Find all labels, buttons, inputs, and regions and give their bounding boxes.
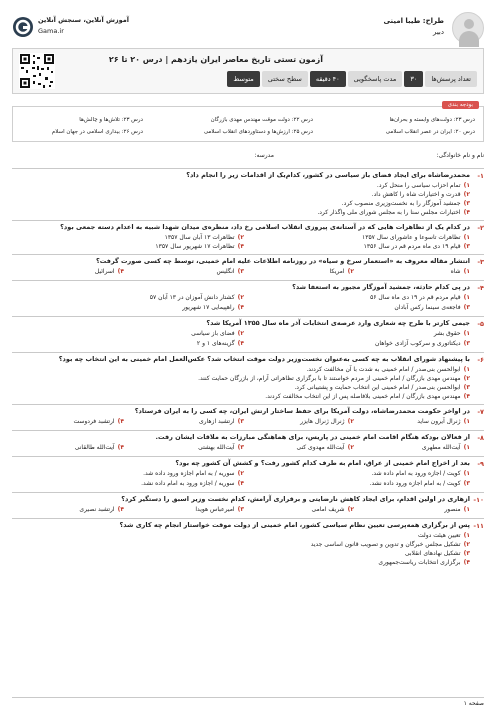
option-number: ۱) <box>463 294 470 301</box>
option-text: حقوق بشر <box>433 330 461 337</box>
option-text: امریکا <box>329 268 345 275</box>
student-name-label[interactable]: نام و نام خانوادگی: <box>436 152 484 159</box>
option-number: ۱) <box>463 182 470 189</box>
designer-info <box>383 16 444 38</box>
option-text: شاه <box>450 268 461 275</box>
option[interactable] <box>191 330 244 337</box>
option-number: ۱) <box>463 366 470 373</box>
option-number: ۱) <box>463 470 470 477</box>
option-text: راهپیمایی ۱۷ شهریور <box>182 304 235 311</box>
option-number: ۴) <box>237 304 244 311</box>
option[interactable] <box>317 209 470 216</box>
option-number: ۳) <box>237 418 244 425</box>
gama-logo-icon <box>12 16 34 38</box>
option-number: ۲) <box>237 470 244 477</box>
option[interactable] <box>95 268 124 275</box>
option-text: تعیین هیئت دولت <box>418 532 461 539</box>
option-text: قدرت و اختیارات شاه را کاهش داد. <box>371 191 461 198</box>
option-text: تشکیل مجلس خبرگان و تدوین و تصویب قانون اساسی جدید <box>310 541 461 548</box>
option[interactable] <box>312 506 354 513</box>
option[interactable] <box>372 470 470 477</box>
student-info <box>12 150 484 164</box>
avatar <box>452 12 484 44</box>
option-text: آیت‌الله بهشتی <box>198 444 235 451</box>
option-text: دیکتاتوری و سرکوب آزادی خواهان <box>374 340 461 347</box>
note-item: درس ۲۳: دولت‌های وابسته و بحران‌ها <box>389 117 475 123</box>
question-number: ۱۱- <box>473 522 484 530</box>
question <box>12 456 484 490</box>
option[interactable] <box>300 418 354 425</box>
option-number: ۱) <box>463 268 470 275</box>
option-text: ژنرال آیرون ساید <box>417 418 461 425</box>
option[interactable] <box>364 243 470 250</box>
option-text: ارتشبد فردوست <box>73 418 115 425</box>
budget-notes <box>12 102 484 142</box>
page-number: صفحه ۱ <box>463 700 484 707</box>
option-text: تظاهرات ۱۷ شهریور سال ۱۳۵۷ <box>155 243 235 250</box>
option-text: شریف امامی <box>311 506 345 513</box>
question-text: در کدام یک از تظاهرات هایی که در آستانه‌ی پیروزی انقلاب اسلامی رخ داد، منظره‌ی میدان شهدا شبیه به اعدام دسته جمعی بود؟ <box>60 223 470 231</box>
option-text: مهندس مهدی بازرگان / امام خمینی از مردم خواستند تا با برگزاری تظاهراتی آرام، از بازرگان حمایت کنند. <box>198 375 461 382</box>
page-header <box>12 12 484 44</box>
question-count-value: ۳۰ <box>404 71 423 87</box>
question-number: ۲- <box>477 224 484 232</box>
option-number: ۲) <box>463 191 470 198</box>
option[interactable] <box>199 418 244 425</box>
option-number: ۲) <box>237 330 244 337</box>
option-number: ۴) <box>463 393 470 400</box>
note-item: درس ۲۲: دولت موقت مهندس مهدی بازرگان <box>210 117 313 123</box>
option-text: ارتشبد نصیری <box>79 506 115 513</box>
option-text: قیام مردم قم در ۱۹ دی ماه سال ۵۶ <box>370 294 461 301</box>
option-text: ابوالحسن بنی‌صدر / امام خمینی این انتخاب حمایت و پشتیبانی کرد. <box>294 384 461 391</box>
option-text: انگلیس <box>216 268 235 275</box>
option[interactable] <box>377 182 470 189</box>
option-number: ۴) <box>117 506 124 513</box>
question-text: انتشار مقاله معروف به «استعمار سرخ و سیاه» در روزنامه اطلاعات علیه امام خمینی، توسط چه کسی صورت گرفت؟ <box>96 257 470 265</box>
option-number: ۴) <box>237 243 244 250</box>
duration-value: ۴۰ دقیقه <box>310 71 346 87</box>
option-number: ۱) <box>463 506 470 513</box>
option[interactable] <box>198 375 470 382</box>
option-text: تشکیل نهادهای انقلابی <box>404 550 461 557</box>
option-text: جمشید آموزگار را به نخست‌وزیری منصوب کرد. <box>341 200 461 207</box>
question-number: ۴- <box>477 284 484 292</box>
question <box>12 220 484 252</box>
option[interactable] <box>73 418 124 425</box>
option-number: ۱) <box>463 330 470 337</box>
option-number: ۲) <box>463 375 470 382</box>
note-item: درس ۲۵: ارزش‌ها و دستاوردهای انقلاب اسلامی <box>203 129 313 135</box>
option[interactable] <box>422 444 470 451</box>
option[interactable] <box>141 480 244 487</box>
option[interactable] <box>197 340 244 347</box>
option-number: ۳) <box>463 243 470 250</box>
question-number: ۹- <box>477 460 484 468</box>
option-number: ۱) <box>463 234 470 241</box>
option-text: آیت‌الله مهدوی کنی <box>296 444 345 451</box>
question-text: در پی کدام حادثه، جمشید آموزگار مجبور به استعفا شد؟ <box>292 283 470 291</box>
option-number: ۲) <box>347 506 354 513</box>
question-count-label: تعداد پرسش‌ها <box>425 71 477 87</box>
option-number: ۱) <box>463 444 470 451</box>
page-footer <box>12 697 484 707</box>
question-number: ۳- <box>477 258 484 266</box>
option-number: ۴) <box>117 268 124 275</box>
option-text: فاجعه‌ی سینما رکس آبادان <box>394 304 461 311</box>
option-number: ۴) <box>463 209 470 216</box>
option[interactable] <box>370 480 470 487</box>
exam-meta <box>227 71 477 87</box>
question <box>12 518 484 568</box>
brand-site[interactable]: Gama.ir <box>38 27 64 35</box>
option-text: آیت‌الله طالقانی <box>74 444 115 451</box>
question-text: در اواخر حکومت محمدرضاشاه، دولت آمریکا برای حفظ ساختار ارتش ایران، چه کسی را به ایران فرستاد؟ <box>134 407 470 415</box>
option[interactable] <box>79 506 124 513</box>
option[interactable] <box>375 340 470 347</box>
option-text: ارتشبد ازهاری <box>198 418 235 425</box>
option[interactable] <box>155 243 244 250</box>
option[interactable] <box>451 268 470 275</box>
option-text: تظاهرات تاسوعا و عاشورای سال ۱۳۵۷ <box>362 234 461 241</box>
option-text: تمام احزاب سیاسی را منحل کرد. <box>376 182 461 189</box>
option-number: ۴) <box>237 340 244 347</box>
school-label[interactable]: مدرسه: <box>254 152 274 159</box>
question-text: از فعالان بودکه هنگام اقامت امام خمینی در پاریس، برای هماهنگی مبارزات به ملاقات ایشان رفت. <box>155 433 470 441</box>
option-number: ۲) <box>237 234 244 241</box>
option-text: امیرعباس هویدا <box>195 506 235 513</box>
option-text: منصور <box>444 506 461 513</box>
option-text: آیت‌الله مطهری <box>421 444 461 451</box>
difficulty-value: متوسط <box>227 71 259 87</box>
option[interactable] <box>150 294 244 301</box>
question <box>12 352 484 402</box>
option-number: ۴) <box>117 444 124 451</box>
budget-tag: بودجه بندی <box>442 101 479 109</box>
option[interactable] <box>370 294 470 301</box>
option[interactable] <box>182 304 244 311</box>
question <box>12 404 484 428</box>
option-number: ۴) <box>237 480 244 487</box>
option-text: ژنرال ژنرال هایزر <box>300 418 345 425</box>
option-text: تظاهرات ۱۳ آبان سال ۱۳۵۷ <box>164 234 235 241</box>
exam-title: آزمون تستی تاریخ معاصر ایران یازدهم | درس ۲۰ تا ۲۶ <box>108 55 323 64</box>
option[interactable] <box>417 418 470 425</box>
option-number: ۳) <box>463 340 470 347</box>
option[interactable] <box>330 268 354 275</box>
option-text: قیام ۱۹ دی ماه مردم قم در سال ۱۳۵۶ <box>363 243 461 250</box>
qr-code-icon <box>19 53 55 89</box>
option[interactable] <box>216 268 244 275</box>
option-text: سوریه / به امام اجازه ورود داده شد. <box>143 470 235 477</box>
question-text: بعد از اخراج امام خمینی از عراق، امام به طرف کدام کشور رفت؟ و کشش آن کشور چه بود؟ <box>175 459 470 467</box>
option-number: ۲) <box>463 541 470 548</box>
question-number: ۷- <box>477 408 484 416</box>
exam-info-box <box>12 48 484 94</box>
option-text: برگزاری انتخابات ریاست‌جمهوری <box>378 559 461 566</box>
option-number: ۳) <box>237 506 244 513</box>
option-number: ۳) <box>463 550 470 557</box>
difficulty-label: سطح سختی <box>262 71 308 87</box>
option[interactable] <box>143 470 244 477</box>
question-text: ازهاری در اولین اقدام، برای ایجاد کاهش نارضایتی و برقراری آرامش، کدام نخست وزیر اسبق را دستگیر کرد؟ <box>121 495 470 503</box>
option[interactable] <box>75 444 124 451</box>
option-text: کویت / اجازه ورود به امام داده شد. <box>371 470 461 477</box>
option-text: اختیارات مجلس سنا را به مجلس شورای ملی واگذار کرد. <box>317 209 461 216</box>
option[interactable] <box>195 506 244 513</box>
option-number: ۴) <box>463 559 470 566</box>
option[interactable] <box>294 384 470 391</box>
option-number: ۳) <box>463 480 470 487</box>
designer-name: طراح: طیبا امینی <box>383 17 444 25</box>
option-text: کشتار دانش آموزان در ۱۳ آبان ۵۷ <box>149 294 235 301</box>
option[interactable] <box>296 444 354 451</box>
duration-label: مدت پاسخگویی <box>348 71 403 87</box>
option-number: ۲) <box>347 268 354 275</box>
question-number: ۶- <box>477 356 484 364</box>
question-number: ۸- <box>477 434 484 442</box>
option-number: ۳) <box>237 444 244 451</box>
option[interactable] <box>265 393 470 400</box>
question-text: جیمی کارتر با طرح چه شعاری وارد عرصه‌ی انتخابات آذر ماه سال ۱۳۵۵ آمریکا شد؟ <box>206 319 470 327</box>
note-item: درس ۲۳: تلاش‌ها و چالش‌ها <box>79 117 143 123</box>
question-text: پس از برگزاری همه‌پرسی تعیین نظام سیاسی کشور، امام خمینی از دولت موقت خواستار انجام چه کاری شد؟ <box>119 521 470 529</box>
option[interactable] <box>362 234 470 241</box>
option[interactable] <box>444 506 470 513</box>
option[interactable] <box>378 559 470 566</box>
option[interactable] <box>306 366 470 373</box>
option[interactable] <box>311 541 470 548</box>
question-number: ۵- <box>477 320 484 328</box>
option-number: ۲) <box>347 418 354 425</box>
option-number: ۱) <box>463 418 470 425</box>
designer-role: دبیر <box>432 28 444 36</box>
option-text: گزینه‌های ۱ و ۲ <box>196 340 235 347</box>
option[interactable] <box>165 234 244 241</box>
option-text: مهندس مهدی بازرگان / امام خمینی بلافاصله پس از این انتخاب مخالفت کردند. <box>265 393 461 400</box>
option[interactable] <box>372 191 470 198</box>
option-number: ۳) <box>463 304 470 311</box>
question <box>12 430 484 454</box>
question <box>12 492 484 516</box>
note-item: درس ۲۰: ایران در عصر انقلاب اسلامی <box>385 129 475 135</box>
brand[interactable] <box>12 14 142 42</box>
option-number: ۳) <box>463 200 470 207</box>
option-text: اسرائیل <box>94 268 115 275</box>
brand-title: آموزش آنلاین، سنجش آنلاین <box>38 16 130 24</box>
option-text: سوریه / اجازه ورود به امام داده نشد. <box>141 480 235 487</box>
option-number: ۲) <box>347 444 354 451</box>
option[interactable] <box>394 304 470 311</box>
question <box>12 316 484 350</box>
question-text: با پیشنهاد شورای انقلاب به چه کسی به‌عنوان نخست‌وزیر دولت موقت انتخاب شد؟ عکس‌العمل امام خمینی به این انتخاب چه بود؟ <box>58 355 470 363</box>
question <box>12 168 484 218</box>
option-text: فضای باز سیاسی <box>191 330 235 337</box>
option-text: ابوالحسن بنی‌صدر / امام خمینی به شدت با آن مخالفت کردند. <box>306 366 461 373</box>
note-item: درس ۲۶: بیداری اسلامی در جهان اسلام <box>51 129 143 135</box>
question-number: ۱۰- <box>473 496 484 504</box>
option[interactable] <box>342 200 470 207</box>
question-number: ۱- <box>477 172 484 180</box>
option[interactable] <box>198 444 244 451</box>
question <box>12 280 484 314</box>
option[interactable] <box>434 330 470 337</box>
question <box>12 254 484 278</box>
option-number: ۳) <box>237 268 244 275</box>
option[interactable] <box>418 532 470 539</box>
option[interactable] <box>405 550 470 557</box>
option-number: ۲) <box>237 294 244 301</box>
question-text: محمدرضاشاه برای ایجاد فضای باز سیاسی در کشور، کدام‌یک از اقدامات زیر را انجام داد؟ <box>186 171 470 179</box>
option-text: کویت / به امام اجازه ورود داده نشد. <box>369 480 461 487</box>
option-number: ۱) <box>463 532 470 539</box>
option-number: ۴) <box>117 418 124 425</box>
option-number: ۳) <box>463 384 470 391</box>
